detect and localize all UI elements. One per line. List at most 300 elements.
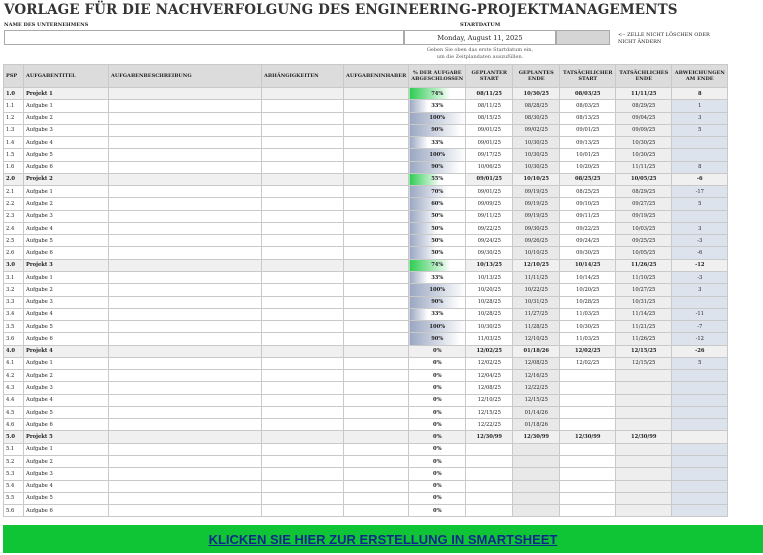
percent-complete-cell[interactable]: 100% xyxy=(409,284,466,296)
task-title-cell[interactable]: Projekt 5 xyxy=(24,431,109,443)
task-description-cell[interactable] xyxy=(109,271,262,283)
actual-end-cell[interactable]: 10/05/25 xyxy=(616,247,672,259)
task-title-cell[interactable]: Aufgabe 6 xyxy=(24,247,109,259)
end-deviation-cell[interactable] xyxy=(672,443,728,455)
actual-end-cell[interactable] xyxy=(616,406,672,418)
actual-start-cell[interactable]: 09/24/25 xyxy=(560,235,616,247)
percent-complete-cell[interactable]: 0% xyxy=(409,394,466,406)
task-title-cell[interactable]: Aufgabe 2 xyxy=(24,370,109,382)
task-title-cell[interactable]: Aufgabe 6 xyxy=(24,333,109,345)
task-description-cell[interactable] xyxy=(109,431,262,443)
task-owner-cell[interactable] xyxy=(344,271,409,283)
percent-complete-cell[interactable]: 90% xyxy=(409,333,466,345)
actual-end-cell[interactable]: 09/04/25 xyxy=(616,112,672,124)
task-owner-cell[interactable] xyxy=(344,455,409,467)
psp-cell[interactable]: 3.4 xyxy=(4,308,24,320)
dependencies-cell[interactable] xyxy=(262,161,344,173)
percent-complete-cell[interactable]: 0% xyxy=(409,443,466,455)
planned-end-cell[interactable]: 12/10/25 xyxy=(513,333,560,345)
task-owner-cell[interactable] xyxy=(344,382,409,394)
planned-end-cell[interactable]: 10/30/25 xyxy=(513,137,560,149)
planned-start-cell[interactable]: 10/13/25 xyxy=(466,259,513,271)
dependencies-cell[interactable] xyxy=(262,333,344,345)
task-owner-cell[interactable] xyxy=(344,370,409,382)
task-title-cell[interactable]: Aufgabe 5 xyxy=(24,149,109,161)
actual-start-cell[interactable]: 09/01/25 xyxy=(560,124,616,136)
planned-start-cell[interactable]: 08/15/25 xyxy=(466,112,513,124)
dependencies-cell[interactable] xyxy=(262,112,344,124)
end-deviation-cell[interactable] xyxy=(672,480,728,492)
planned-start-cell[interactable]: 09/01/25 xyxy=(466,173,513,185)
task-title-cell[interactable]: Projekt 2 xyxy=(24,173,109,185)
planned-end-cell[interactable]: 10/10/25 xyxy=(513,173,560,185)
psp-cell[interactable]: 4.0 xyxy=(4,345,24,357)
end-deviation-cell[interactable]: -3 xyxy=(672,235,728,247)
task-title-cell[interactable]: Aufgabe 5 xyxy=(24,492,109,504)
task-title-cell[interactable]: Aufgabe 3 xyxy=(24,382,109,394)
planned-end-cell[interactable]: 11/28/25 xyxy=(513,321,560,333)
dependencies-cell[interactable] xyxy=(262,137,344,149)
task-owner-cell[interactable] xyxy=(344,112,409,124)
dependencies-cell[interactable] xyxy=(262,321,344,333)
end-deviation-cell[interactable]: -3 xyxy=(672,271,728,283)
task-title-cell[interactable]: Aufgabe 4 xyxy=(24,480,109,492)
percent-complete-cell[interactable]: 74% xyxy=(409,259,466,271)
task-description-cell[interactable] xyxy=(109,284,262,296)
end-deviation-cell[interactable]: 3 xyxy=(672,112,728,124)
end-deviation-cell[interactable] xyxy=(672,149,728,161)
psp-cell[interactable]: 1.3 xyxy=(4,124,24,136)
planned-end-cell[interactable]: 10/30/25 xyxy=(513,149,560,161)
planned-start-cell[interactable]: 08/11/25 xyxy=(466,100,513,112)
planned-end-cell[interactable]: 09/30/25 xyxy=(513,222,560,234)
dependencies-cell[interactable] xyxy=(262,149,344,161)
psp-cell[interactable]: 5.4 xyxy=(4,480,24,492)
percent-complete-cell[interactable]: 0% xyxy=(409,480,466,492)
planned-end-cell[interactable]: 09/26/25 xyxy=(513,235,560,247)
actual-end-cell[interactable] xyxy=(616,455,672,467)
planned-end-cell[interactable]: 09/19/25 xyxy=(513,198,560,210)
actual-start-cell[interactable]: 10/20/25 xyxy=(560,284,616,296)
task-owner-cell[interactable] xyxy=(344,210,409,222)
actual-end-cell[interactable] xyxy=(616,370,672,382)
planned-end-cell[interactable] xyxy=(513,492,560,504)
planned-start-cell[interactable] xyxy=(466,480,513,492)
actual-end-cell[interactable]: 09/27/25 xyxy=(616,198,672,210)
psp-cell[interactable]: 2.4 xyxy=(4,222,24,234)
planned-end-cell[interactable]: 01/18/26 xyxy=(513,345,560,357)
planned-start-cell[interactable]: 09/17/25 xyxy=(466,149,513,161)
psp-cell[interactable]: 4.4 xyxy=(4,394,24,406)
smartsheet-cta-link[interactable]: KLICKEN SIE HIER ZUR ERSTELLUNG IN SMARTSHEET xyxy=(208,531,558,547)
percent-complete-cell[interactable]: 0% xyxy=(409,406,466,418)
end-deviation-cell[interactable]: -17 xyxy=(672,186,728,198)
planned-start-cell[interactable]: 11/03/25 xyxy=(466,333,513,345)
percent-complete-cell[interactable]: 100% xyxy=(409,112,466,124)
actual-end-cell[interactable] xyxy=(616,419,672,431)
smartsheet-cta-button[interactable] xyxy=(3,525,763,553)
actual-end-cell[interactable]: 10/27/25 xyxy=(616,284,672,296)
psp-cell[interactable]: 2.6 xyxy=(4,247,24,259)
task-description-cell[interactable] xyxy=(109,112,262,124)
planned-start-cell[interactable]: 12/10/25 xyxy=(466,394,513,406)
task-owner-cell[interactable] xyxy=(344,468,409,480)
task-owner-cell[interactable] xyxy=(344,345,409,357)
actual-end-cell[interactable] xyxy=(616,468,672,480)
end-deviation-cell[interactable]: 5 xyxy=(672,198,728,210)
task-title-cell[interactable]: Aufgabe 1 xyxy=(24,186,109,198)
end-deviation-cell[interactable]: -12 xyxy=(672,333,728,345)
end-deviation-cell[interactable] xyxy=(672,455,728,467)
planned-end-cell[interactable]: 08/28/25 xyxy=(513,100,560,112)
actual-start-cell[interactable] xyxy=(560,394,616,406)
dependencies-cell[interactable] xyxy=(262,480,344,492)
percent-complete-cell[interactable]: 0% xyxy=(409,505,466,517)
planned-start-cell[interactable]: 09/01/25 xyxy=(466,137,513,149)
actual-start-cell[interactable]: 09/30/25 xyxy=(560,247,616,259)
actual-end-cell[interactable] xyxy=(616,492,672,504)
psp-cell[interactable]: 3.6 xyxy=(4,333,24,345)
actual-end-cell[interactable] xyxy=(616,480,672,492)
end-deviation-cell[interactable] xyxy=(672,431,728,443)
end-deviation-cell[interactable] xyxy=(672,505,728,517)
planned-end-cell[interactable] xyxy=(513,480,560,492)
dependencies-cell[interactable] xyxy=(262,100,344,112)
planned-end-cell[interactable] xyxy=(513,443,560,455)
end-deviation-cell[interactable] xyxy=(672,210,728,222)
company-name-input[interactable] xyxy=(4,30,404,45)
task-description-cell[interactable] xyxy=(109,419,262,431)
planned-start-cell[interactable]: 10/30/25 xyxy=(466,321,513,333)
actual-start-cell[interactable] xyxy=(560,370,616,382)
percent-complete-cell[interactable]: 33% xyxy=(409,100,466,112)
actual-end-cell[interactable]: 10/31/25 xyxy=(616,296,672,308)
task-description-cell[interactable] xyxy=(109,468,262,480)
psp-cell[interactable]: 4.5 xyxy=(4,406,24,418)
actual-end-cell[interactable] xyxy=(616,443,672,455)
task-description-cell[interactable] xyxy=(109,382,262,394)
psp-cell[interactable]: 1.6 xyxy=(4,161,24,173)
task-owner-cell[interactable] xyxy=(344,161,409,173)
psp-cell[interactable]: 2.1 xyxy=(4,186,24,198)
task-owner-cell[interactable] xyxy=(344,480,409,492)
task-owner-cell[interactable] xyxy=(344,505,409,517)
planned-start-cell[interactable]: 08/11/25 xyxy=(466,88,513,100)
task-owner-cell[interactable] xyxy=(344,259,409,271)
actual-end-cell[interactable]: 11/11/25 xyxy=(616,88,672,100)
planned-start-cell[interactable]: 10/13/25 xyxy=(466,271,513,283)
percent-complete-cell[interactable]: 33% xyxy=(409,137,466,149)
actual-end-cell[interactable]: 11/14/25 xyxy=(616,308,672,320)
psp-cell[interactable]: 5.6 xyxy=(4,505,24,517)
dependencies-cell[interactable] xyxy=(262,210,344,222)
planned-end-cell[interactable]: 10/22/25 xyxy=(513,284,560,296)
task-title-cell[interactable]: Projekt 4 xyxy=(24,345,109,357)
task-title-cell[interactable]: Aufgabe 4 xyxy=(24,137,109,149)
task-title-cell[interactable]: Aufgabe 2 xyxy=(24,284,109,296)
planned-start-cell[interactable] xyxy=(466,443,513,455)
task-owner-cell[interactable] xyxy=(344,186,409,198)
end-deviation-cell[interactable] xyxy=(672,394,728,406)
actual-start-cell[interactable]: 10/28/25 xyxy=(560,296,616,308)
planned-end-cell[interactable]: 08/30/25 xyxy=(513,112,560,124)
planned-end-cell[interactable]: 01/18/26 xyxy=(513,419,560,431)
dependencies-cell[interactable] xyxy=(262,419,344,431)
actual-start-cell[interactable]: 10/20/25 xyxy=(560,161,616,173)
task-description-cell[interactable] xyxy=(109,455,262,467)
end-deviation-cell[interactable] xyxy=(672,296,728,308)
planned-start-cell[interactable]: 10/06/25 xyxy=(466,161,513,173)
end-deviation-cell[interactable]: 5 xyxy=(672,357,728,369)
dependencies-cell[interactable] xyxy=(262,198,344,210)
task-title-cell[interactable]: Aufgabe 2 xyxy=(24,112,109,124)
psp-cell[interactable]: 2.3 xyxy=(4,210,24,222)
task-description-cell[interactable] xyxy=(109,406,262,418)
dependencies-cell[interactable] xyxy=(262,88,344,100)
planned-start-cell[interactable]: 12/02/25 xyxy=(466,357,513,369)
task-owner-cell[interactable] xyxy=(344,443,409,455)
actual-start-cell[interactable]: 11/03/25 xyxy=(560,333,616,345)
percent-complete-cell[interactable]: 0% xyxy=(409,468,466,480)
task-description-cell[interactable] xyxy=(109,149,262,161)
planned-start-cell[interactable]: 12/04/25 xyxy=(466,370,513,382)
planned-end-cell[interactable]: 12/08/25 xyxy=(513,357,560,369)
dependencies-cell[interactable] xyxy=(262,443,344,455)
psp-cell[interactable]: 3.3 xyxy=(4,296,24,308)
task-description-cell[interactable] xyxy=(109,198,262,210)
percent-complete-cell[interactable]: 0% xyxy=(409,431,466,443)
actual-end-cell[interactable]: 10/30/25 xyxy=(616,137,672,149)
end-deviation-cell[interactable]: -7 xyxy=(672,321,728,333)
dependencies-cell[interactable] xyxy=(262,186,344,198)
planned-start-cell[interactable]: 09/01/25 xyxy=(466,124,513,136)
task-title-cell[interactable]: Aufgabe 6 xyxy=(24,419,109,431)
dependencies-cell[interactable] xyxy=(262,505,344,517)
percent-complete-cell[interactable]: 90% xyxy=(409,124,466,136)
task-owner-cell[interactable] xyxy=(344,296,409,308)
end-deviation-cell[interactable] xyxy=(672,382,728,394)
planned-end-cell[interactable]: 12/22/25 xyxy=(513,382,560,394)
dependencies-cell[interactable] xyxy=(262,124,344,136)
planned-end-cell[interactable] xyxy=(513,455,560,467)
task-title-cell[interactable]: Aufgabe 3 xyxy=(24,468,109,480)
task-title-cell[interactable]: Aufgabe 3 xyxy=(24,296,109,308)
percent-complete-cell[interactable]: 0% xyxy=(409,382,466,394)
actual-start-cell[interactable]: 10/14/25 xyxy=(560,259,616,271)
task-title-cell[interactable]: Aufgabe 4 xyxy=(24,222,109,234)
planned-end-cell[interactable]: 10/10/25 xyxy=(513,247,560,259)
actual-start-cell[interactable] xyxy=(560,406,616,418)
psp-cell[interactable]: 2.0 xyxy=(4,173,24,185)
task-title-cell[interactable]: Aufgabe 3 xyxy=(24,210,109,222)
end-deviation-cell[interactable]: 1 xyxy=(672,100,728,112)
task-description-cell[interactable] xyxy=(109,357,262,369)
task-owner-cell[interactable] xyxy=(344,406,409,418)
task-owner-cell[interactable] xyxy=(344,284,409,296)
psp-cell[interactable]: 1.2 xyxy=(4,112,24,124)
planned-start-cell[interactable]: 09/01/25 xyxy=(466,186,513,198)
task-owner-cell[interactable] xyxy=(344,247,409,259)
actual-end-cell[interactable]: 08/29/25 xyxy=(616,186,672,198)
dependencies-cell[interactable] xyxy=(262,222,344,234)
task-title-cell[interactable]: Aufgabe 5 xyxy=(24,235,109,247)
dependencies-cell[interactable] xyxy=(262,468,344,480)
planned-start-cell[interactable] xyxy=(466,468,513,480)
end-deviation-cell[interactable]: 3 xyxy=(672,222,728,234)
psp-cell[interactable]: 1.0 xyxy=(4,88,24,100)
percent-complete-cell[interactable]: 0% xyxy=(409,370,466,382)
planned-start-cell[interactable] xyxy=(466,505,513,517)
actual-start-cell[interactable]: 10/01/25 xyxy=(560,149,616,161)
planned-end-cell[interactable]: 11/11/25 xyxy=(513,271,560,283)
psp-cell[interactable]: 4.3 xyxy=(4,382,24,394)
percent-complete-cell[interactable]: 90% xyxy=(409,161,466,173)
task-title-cell[interactable]: Aufgabe 3 xyxy=(24,124,109,136)
actual-end-cell[interactable] xyxy=(616,505,672,517)
end-deviation-cell[interactable] xyxy=(672,370,728,382)
actual-end-cell[interactable]: 11/21/25 xyxy=(616,321,672,333)
actual-end-cell[interactable]: 12/15/25 xyxy=(616,345,672,357)
actual-end-cell[interactable]: 12/30/99 xyxy=(616,431,672,443)
end-deviation-cell[interactable]: 5 xyxy=(672,124,728,136)
task-owner-cell[interactable] xyxy=(344,198,409,210)
psp-cell[interactable]: 5.5 xyxy=(4,492,24,504)
planned-end-cell[interactable]: 09/02/25 xyxy=(513,124,560,136)
end-deviation-cell[interactable]: 3 xyxy=(672,284,728,296)
psp-cell[interactable]: 5.1 xyxy=(4,443,24,455)
actual-start-cell[interactable]: 08/13/25 xyxy=(560,112,616,124)
actual-start-cell[interactable] xyxy=(560,492,616,504)
percent-complete-cell[interactable]: 50% xyxy=(409,235,466,247)
task-description-cell[interactable] xyxy=(109,480,262,492)
task-description-cell[interactable] xyxy=(109,173,262,185)
percent-complete-cell[interactable]: 90% xyxy=(409,296,466,308)
end-deviation-cell[interactable]: -26 xyxy=(672,345,728,357)
actual-start-cell[interactable]: 08/03/25 xyxy=(560,100,616,112)
planned-end-cell[interactable]: 01/14/26 xyxy=(513,406,560,418)
planned-start-cell[interactable]: 12/30/99 xyxy=(466,431,513,443)
actual-start-cell[interactable] xyxy=(560,468,616,480)
task-owner-cell[interactable] xyxy=(344,308,409,320)
task-description-cell[interactable] xyxy=(109,235,262,247)
percent-complete-cell[interactable]: 55% xyxy=(409,173,466,185)
actual-end-cell[interactable]: 10/30/25 xyxy=(616,149,672,161)
percent-complete-cell[interactable]: 33% xyxy=(409,271,466,283)
planned-start-cell[interactable]: 09/11/25 xyxy=(466,210,513,222)
task-title-cell[interactable]: Aufgabe 6 xyxy=(24,505,109,517)
end-deviation-cell[interactable]: -6 xyxy=(672,173,728,185)
dependencies-cell[interactable] xyxy=(262,271,344,283)
planned-end-cell[interactable]: 10/30/25 xyxy=(513,161,560,173)
planned-start-cell[interactable]: 09/09/25 xyxy=(466,198,513,210)
actual-end-cell[interactable]: 08/29/25 xyxy=(616,100,672,112)
task-owner-cell[interactable] xyxy=(344,137,409,149)
psp-cell[interactable]: 3.1 xyxy=(4,271,24,283)
task-description-cell[interactable] xyxy=(109,345,262,357)
task-owner-cell[interactable] xyxy=(344,235,409,247)
planned-end-cell[interactable]: 11/27/25 xyxy=(513,308,560,320)
actual-end-cell[interactable] xyxy=(616,382,672,394)
actual-end-cell[interactable]: 10/05/25 xyxy=(616,173,672,185)
percent-complete-cell[interactable]: 100% xyxy=(409,149,466,161)
task-owner-cell[interactable] xyxy=(344,419,409,431)
task-owner-cell[interactable] xyxy=(344,431,409,443)
task-owner-cell[interactable] xyxy=(344,333,409,345)
task-title-cell[interactable]: Aufgabe 2 xyxy=(24,455,109,467)
psp-cell[interactable]: 4.6 xyxy=(4,419,24,431)
percent-complete-cell[interactable]: 0% xyxy=(409,345,466,357)
task-description-cell[interactable] xyxy=(109,308,262,320)
task-description-cell[interactable] xyxy=(109,296,262,308)
actual-start-cell[interactable]: 10/30/25 xyxy=(560,321,616,333)
task-title-cell[interactable]: Aufgabe 2 xyxy=(24,198,109,210)
task-title-cell[interactable]: Aufgabe 1 xyxy=(24,443,109,455)
percent-complete-cell[interactable]: 50% xyxy=(409,222,466,234)
actual-end-cell[interactable]: 12/15/25 xyxy=(616,357,672,369)
actual-start-cell[interactable] xyxy=(560,382,616,394)
planned-end-cell[interactable]: 10/30/25 xyxy=(513,88,560,100)
planned-end-cell[interactable]: 09/19/25 xyxy=(513,210,560,222)
task-description-cell[interactable] xyxy=(109,247,262,259)
actual-end-cell[interactable]: 11/26/25 xyxy=(616,259,672,271)
start-date-input[interactable]: Monday, August 11, 2025 xyxy=(404,30,556,45)
dependencies-cell[interactable] xyxy=(262,370,344,382)
task-owner-cell[interactable] xyxy=(344,173,409,185)
psp-cell[interactable]: 1.5 xyxy=(4,149,24,161)
task-title-cell[interactable]: Aufgabe 5 xyxy=(24,321,109,333)
task-description-cell[interactable] xyxy=(109,321,262,333)
task-owner-cell[interactable] xyxy=(344,394,409,406)
psp-cell[interactable]: 5.0 xyxy=(4,431,24,443)
task-title-cell[interactable]: Aufgabe 5 xyxy=(24,406,109,418)
task-description-cell[interactable] xyxy=(109,161,262,173)
planned-start-cell[interactable] xyxy=(466,492,513,504)
end-deviation-cell[interactable]: -6 xyxy=(672,247,728,259)
dependencies-cell[interactable] xyxy=(262,455,344,467)
planned-end-cell[interactable]: 12/15/25 xyxy=(513,394,560,406)
psp-cell[interactable]: 3.2 xyxy=(4,284,24,296)
actual-start-cell[interactable]: 12/02/25 xyxy=(560,345,616,357)
end-deviation-cell[interactable] xyxy=(672,137,728,149)
task-owner-cell[interactable] xyxy=(344,321,409,333)
dependencies-cell[interactable] xyxy=(262,492,344,504)
planned-end-cell[interactable] xyxy=(513,505,560,517)
actual-start-cell[interactable]: 09/22/25 xyxy=(560,222,616,234)
end-deviation-cell[interactable] xyxy=(672,419,728,431)
actual-start-cell[interactable]: 09/11/25 xyxy=(560,210,616,222)
task-description-cell[interactable] xyxy=(109,259,262,271)
psp-cell[interactable]: 1.4 xyxy=(4,137,24,149)
actual-start-cell[interactable]: 10/14/25 xyxy=(560,271,616,283)
task-owner-cell[interactable] xyxy=(344,124,409,136)
actual-start-cell[interactable] xyxy=(560,443,616,455)
dependencies-cell[interactable] xyxy=(262,296,344,308)
dependencies-cell[interactable] xyxy=(262,357,344,369)
psp-cell[interactable]: 5.2 xyxy=(4,455,24,467)
planned-start-cell[interactable]: 09/30/25 xyxy=(466,247,513,259)
psp-cell[interactable]: 2.5 xyxy=(4,235,24,247)
psp-cell[interactable]: 2.2 xyxy=(4,198,24,210)
psp-cell[interactable]: 4.1 xyxy=(4,357,24,369)
actual-end-cell[interactable]: 10/03/25 xyxy=(616,222,672,234)
task-description-cell[interactable] xyxy=(109,186,262,198)
dependencies-cell[interactable] xyxy=(262,345,344,357)
task-title-cell[interactable]: Aufgabe 4 xyxy=(24,308,109,320)
actual-start-cell[interactable]: 08/25/25 xyxy=(560,173,616,185)
percent-complete-cell[interactable]: 100% xyxy=(409,321,466,333)
psp-cell[interactable]: 3.0 xyxy=(4,259,24,271)
task-owner-cell[interactable] xyxy=(344,222,409,234)
